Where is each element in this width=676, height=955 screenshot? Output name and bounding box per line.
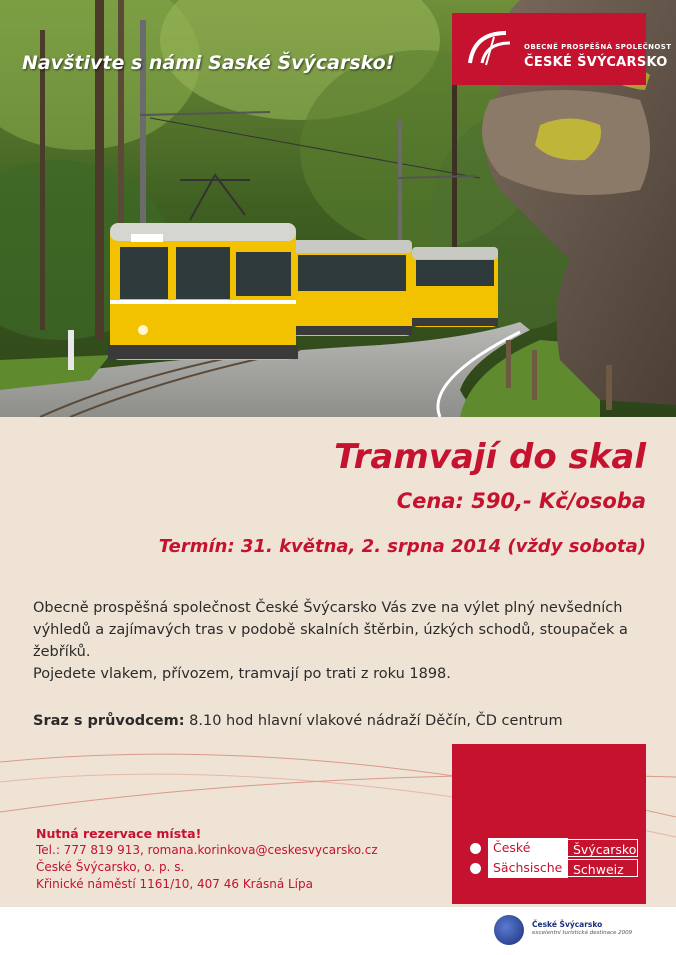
ops-logo bbox=[452, 13, 672, 85]
globe-icon bbox=[494, 915, 524, 945]
logo-arc-icon bbox=[466, 27, 518, 67]
logo-big-text: ČESKÉ ŠVÝCARSKO bbox=[524, 55, 668, 70]
dot-icon bbox=[470, 863, 481, 874]
description bbox=[33, 597, 653, 685]
reservation-title: Nutná rezervace místa! bbox=[36, 826, 202, 841]
badge-text: České bbox=[488, 838, 568, 858]
contact-org: České Švýcarsko, o. p. s. bbox=[36, 860, 185, 874]
dot-icon bbox=[470, 843, 481, 854]
badge-text: Schweiz bbox=[568, 859, 638, 877]
badge-text: Švýcarsko bbox=[568, 839, 638, 857]
description-paragraph: Obecně prospěšná společnost České Švýcarsko Vás zve na výlet plný nevšedních výhledů a zajímavých tras v podobě skalních štěrbin, úzkých schodů, stoupaček a žebříků. bbox=[33, 600, 628, 660]
badge-row-czech bbox=[470, 838, 638, 858]
meeting-value: 8.10 hod hlavní vlakové nádraží Děčín, ČD centrum bbox=[189, 713, 563, 729]
badge-text: Sächsische bbox=[488, 858, 568, 878]
content-panel bbox=[0, 417, 676, 907]
term-dates: Termín: 31. května, 2. srpna 2014 (vždy sobota) bbox=[158, 536, 646, 557]
meeting-label: Sraz s průvodcem: bbox=[33, 713, 185, 729]
footer bbox=[0, 907, 676, 955]
region-badge bbox=[452, 744, 646, 904]
meeting-info bbox=[33, 713, 563, 729]
logo-small-text: OBECNĚ PROSPĚŠNÁ SPOLEČNOST bbox=[524, 43, 672, 51]
price: Cena: 590,- Kč/osoba bbox=[396, 489, 646, 513]
footer-title: České Švýcarsko bbox=[532, 920, 603, 929]
contact-block bbox=[36, 825, 378, 893]
tagline: Navštivte s námi Saské Švýcarsko! bbox=[22, 52, 395, 74]
description-paragraph: Pojedete vlakem, přívozem, tramvají po trati z roku 1898. bbox=[33, 666, 451, 682]
footer-subtitle: excelentní turistická destinace 2009 bbox=[532, 930, 633, 936]
badge-row-german bbox=[470, 858, 638, 878]
contact-address: Křinické náměstí 1161/10, 407 46 Krásná Lípa bbox=[36, 877, 313, 891]
contact-phone-email: Tel.: 777 819 913, romana.korinkova@ceskesvycarsko.cz bbox=[36, 843, 378, 857]
headline: Tramvají do skal bbox=[334, 437, 646, 477]
